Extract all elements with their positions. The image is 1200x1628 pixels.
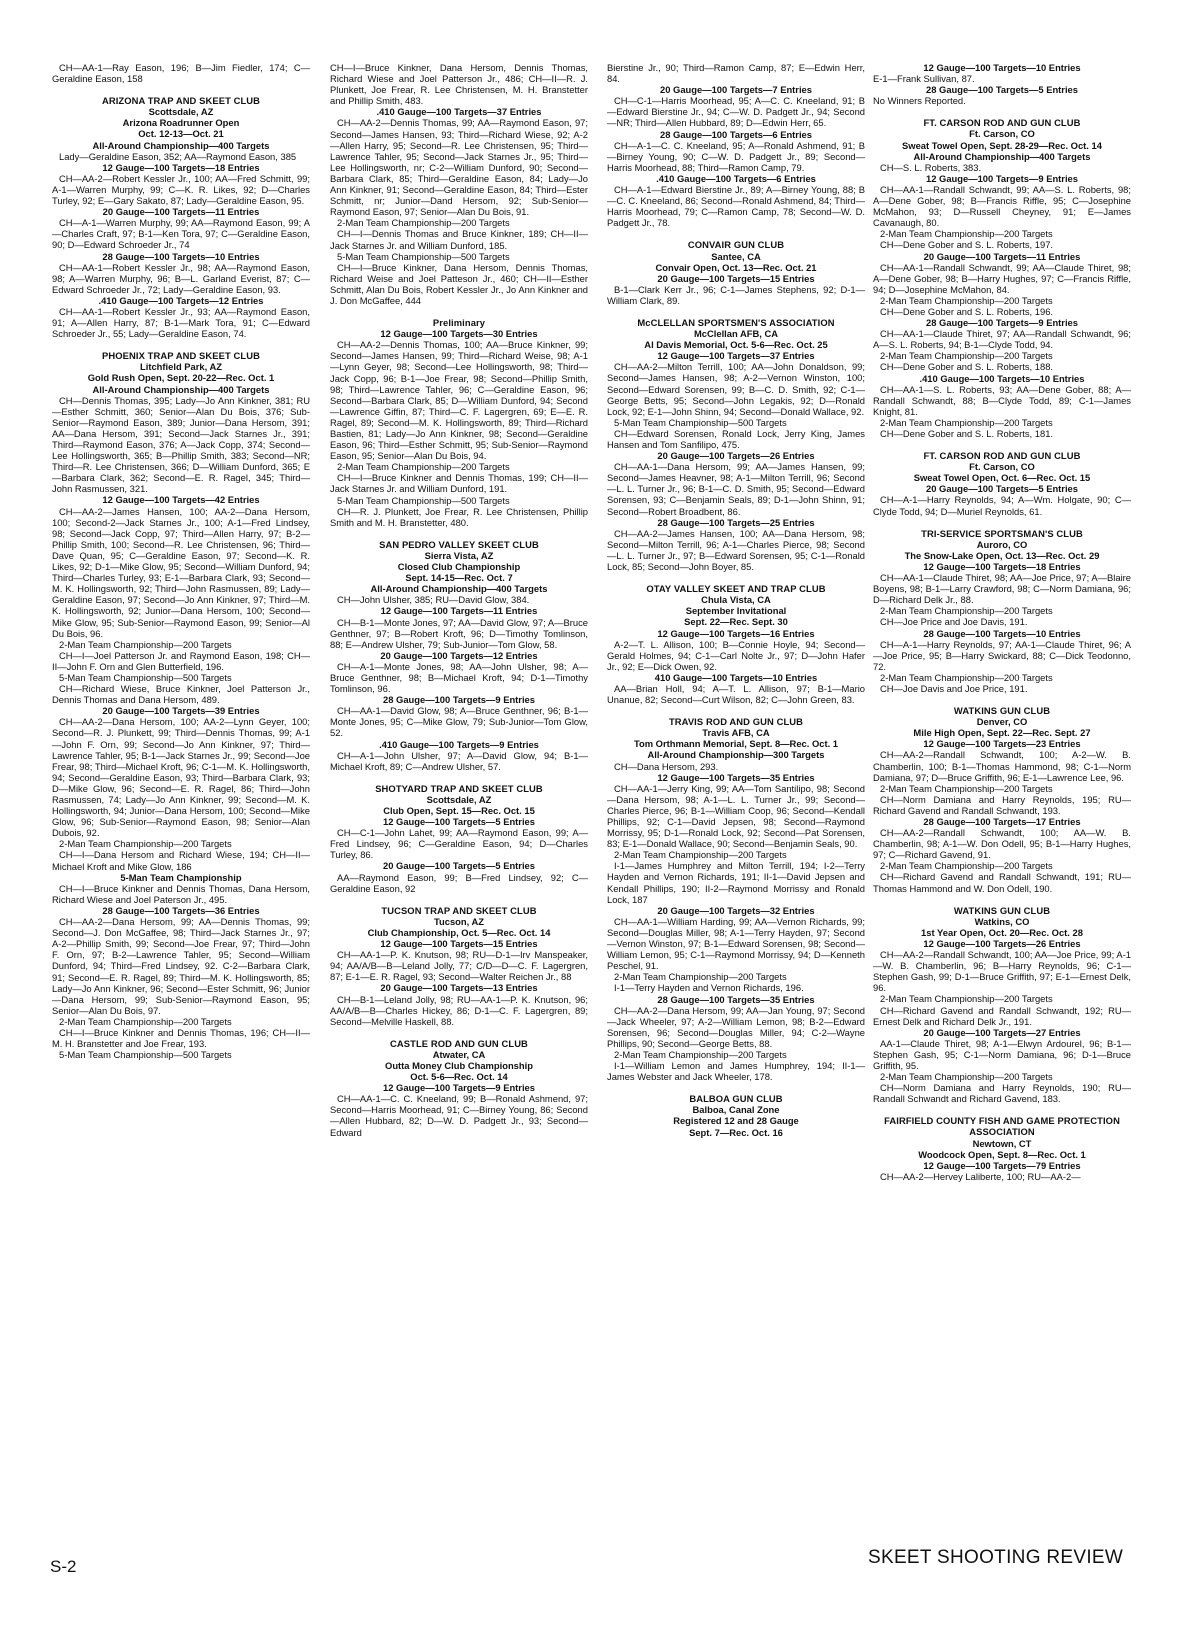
event-subheading: All-Around Championship—400 Targets xyxy=(370,583,548,595)
result-paragraph: CH—C-1—John Lahet, 99; AA—Raymond Eason, 99; A—Fred Lindsey, 96; C—Geraldine Eason, 94; D—Charles Turley, 86. xyxy=(330,827,588,861)
result-paragraph: CH—Dana Hersom, 293. xyxy=(614,760,719,772)
club-heading: CASTLE ROD AND GUN CLUB xyxy=(390,1037,528,1049)
club-heading: OTAY VALLEY SKEET AND TRAP CLUB xyxy=(646,583,826,595)
result-paragraph: CH—I—Bruce Kinkner and Dennis Thomas, Dana Hersom, Richard Wiese and Joel Paterson Jr., 495. xyxy=(52,882,310,905)
event-subheading: 12 Gauge—100 Targets—18 Entries xyxy=(102,161,260,173)
result-paragraph: CH—AA-1—William Harding, 99; AA—Vernon Richards, 99; Second—Douglas Miller, 98; A-1—Terry Hayden, 97; Second—Vernon Winston, 97; B-1—Edward Sorensen, 98; Second—William Lemon, 95; C-1—Raymond Morrissy, 94; D—Kenneth Peschel, 91. xyxy=(607,915,865,972)
result-paragraph: CH—I—Dennis Thomas and Bruce Kinkner, 189; CH—II—Jack Starnes Jr. and William Dunford, 185. xyxy=(330,228,588,251)
result-paragraph: CH—Dene Gober and S. L. Roberts, 181. xyxy=(880,428,1054,439)
event-subheading: Watkins, CO xyxy=(974,915,1030,927)
club-heading: WATKINS GUN CLUB xyxy=(953,705,1051,717)
result-paragraph: CH—A-1—C. C. Kneeland, 95; A—Ronald Ashmend, 91; B—Birney Young, 90; C—W. D. Padgett Jr., 89; Second—Harris Moorhead, 88; Third—Ramon Camp, 79. xyxy=(607,139,865,173)
result-paragraph: CH—AA-1—P. K. Knutson, 98; RU—D-1—Irv Manspeaker, 94; AA/A/B—B—Leland Jolly, 77; C/D—D—C. F. Lagergren, 87; E-1—E. R. Ragel, 93; Second—Walter Reichen Jr., 88 xyxy=(330,949,588,983)
event-subheading: 20 Gauge—100 Targets—26 Entries xyxy=(657,450,815,462)
event-subheading: Gold Rush Open, Sept. 20-22—Rec. Oct. 1 xyxy=(87,372,275,384)
event-subheading: .410 Gauge—100 Targets—9 Entries xyxy=(379,738,539,750)
result-paragraph: CH—AA-1—Claude Thiret, 97; AA—Randall Schwandt, 96; A—S. L. Roberts, 94; B-1—Clyde Todd, 94. xyxy=(873,328,1131,351)
event-subheading: 28 Gauge—100 Targets—9 Entries xyxy=(383,694,535,706)
event-subheading: 12 Gauge—100 Targets—5 Entries xyxy=(383,816,535,828)
event-subheading: 12 Gauge—100 Targets—16 Entries xyxy=(657,627,815,639)
result-paragraph: CH—AA-1—S. L. Roberts, 93; AA—Dene Gober, 88; A—Randall Schwandt, 88; B—Clyde Todd, 89; C-1—James Knight, 81. xyxy=(873,383,1131,417)
event-subheading: .410 Gauge—100 Targets—6 Entries xyxy=(656,172,816,184)
result-paragraph: CH—I—Bruce Kinkner, Dana Hersom, Dennis Thomas, Richard Weise and Joel Patteson Jr., 460; CH—II—Esther Schmitt, Alan Du Bois, Robert Kessler Jr., Jo Ann Kinkner and J. Don McGaffee, 444 xyxy=(330,261,588,306)
result-paragraph: Lady—Geraldine Eason, 352; AA—Raymond Eason, 385 xyxy=(59,150,297,162)
event-subheading: .410 Gauge—100 Targets—10 Entries xyxy=(919,372,1085,384)
result-paragraph: CH—AA-1—Claude Thiret, 98; AA—Joe Price, 97; A—Blaire Boyens, 98; B-1—Larry Crawford, 98; C—Norm Damiana, 96; D—Richard Delk Jr., 88. xyxy=(873,572,1131,606)
results-column-2 xyxy=(330,62,588,1138)
event-subheading: 20 Gauge—100 Targets—5 Entries xyxy=(383,860,535,872)
event-subheading: 12 Gauge—100 Targets—37 Entries xyxy=(657,350,815,362)
club-heading: SAN PEDRO VALLEY SKEET CLUB xyxy=(379,538,539,550)
event-subheading: Scottsdale, AZ xyxy=(426,793,492,805)
event-subheading: 20 Gauge—100 Targets—39 Entries xyxy=(102,705,260,717)
event-subheading: 12 Gauge—100 Targets—9 Entries xyxy=(926,172,1078,184)
result-paragraph: A-2—T. L. Allison, 100; B—Connie Hoyle, 94; Second—Gerald Holmes, 94; C-1—Carl Nolte Jr., 97; D—John Hafer Jr., 92; E—Dick Owen, 92. xyxy=(607,638,865,672)
magazine-title: SKEET SHOOTING REVIEW xyxy=(868,1547,1124,1568)
results-column-3 xyxy=(607,62,865,1138)
result-paragraph: CH—AA-1—David Glow, 98; A—Bruce Genthner, 96; B-1—Monte Jones, 95; C—Mike Glow, 79; Sub-Junior—Tom Glow, 52. xyxy=(330,705,588,739)
event-subheading: 20 Gauge—100 Targets—5 Entries xyxy=(926,483,1078,495)
event-subheading: Sierra Vista, AZ xyxy=(424,549,494,561)
event-subheading: 28 Gauge—100 Targets—25 Entries xyxy=(657,516,815,528)
event-subheading: Woodcock Open, Sept. 8—Rec. Oct. 1 xyxy=(918,1148,1086,1160)
event-subheading: Newtown, CT xyxy=(972,1137,1032,1149)
event-subheading: Al Davis Memorial, Oct. 5-6—Rec. Oct. 25 xyxy=(644,339,828,351)
event-subheading: Tucson, AZ xyxy=(434,915,484,927)
event-subheading: All-Around Championship—400 Targets xyxy=(92,383,270,395)
result-paragraph: CH—AA-2—James Hansen, 100; AA—Dana Hersom, 98; Second—Milton Terrill, 96; A-1—Charles Pierce, 98; Second—L. L. Turner Jr., 97; B—Edward Sorensen, 95; C-1—Ronald Lock, 85; Second—John Boyer, 85. xyxy=(607,527,865,573)
event-subheading: Mile High Open, Sept. 22—Rec. Sept. 27 xyxy=(913,727,1091,739)
event-subheading: 28 Gauge—100 Targets—10 Entries xyxy=(923,627,1081,639)
event-subheading: 28 Gauge—100 Targets—17 Entries xyxy=(923,816,1081,827)
event-subheading: Scottsdale, AZ xyxy=(148,106,214,118)
result-paragraph: 2-Man Team Championship—200 Targets xyxy=(59,838,232,850)
results-column-1 xyxy=(52,62,310,1060)
result-paragraph: 5-Man Team Championship—500 Targets xyxy=(59,1049,232,1061)
result-paragraph: CH—A-1—Harry Reynolds, 97; AA-1—Claude Thiret, 96; A—Joe Price, 95; B—Harry Swickard, 88; C—Dick Teodonno, 72. xyxy=(873,638,1131,672)
event-subheading: 20 Gauge—100 Targets—32 Entries xyxy=(657,904,815,916)
result-paragraph: CH—I—Bruce Kinkner, Dana Hersom, Dennis Thomas, Richard Wiese and Joel Patterson Jr., 486; CH—II—R. J. Plunkett, Joe Frear, R. Lee Christensen, M. H. Branstetter and Phillip Smith, 483. xyxy=(330,62,588,107)
event-subheading: 28 Gauge—100 Targets—10 Entries xyxy=(102,250,260,262)
result-paragraph: CH—C-1—Harris Moorhead, 95; A—C. C. Kneeland, 91; B—Edward Bierstine Jr., 94; C—W. D. Padgett Jr., 94; Second—NR; Third—Allen Hubbard, 89; D—Edwin Herr, 65. xyxy=(607,95,865,129)
result-paragraph: 5-Man Team Championship—500 Targets xyxy=(337,494,510,506)
event-subheading: 12 Gauge—100 Targets—15 Entries xyxy=(380,938,538,950)
result-paragraph: CH—Norm Damiana and Harry Reynolds, 195; RU—Richard Gavend and Randall Schwandt, 193. xyxy=(873,793,1131,816)
event-subheading: 410 Gauge—100 Targets—10 Entries xyxy=(654,671,818,683)
event-subheading: Ft. Carson, CO xyxy=(969,461,1035,473)
result-paragraph: CH—A-1—Edward Bierstine Jr., 89; A—Birney Young, 88; B—C. C. Kneeland, 86; Second—Ronald Ashmend, 84; Third—Harris Moorhead, 79; C—Ramon Camp, 78; Second—W. D. Padgett Jr., 78. xyxy=(607,184,865,229)
result-paragraph: CH—AA-1—C. C. Kneeland, 99; B—Ronald Ashmend, 97; Second—Harris Moorhead, 91; C—Birney Young, 86; Second—Allen Hubbard, 82; D—W. D. Padgett Jr., 93; Second—Edward xyxy=(330,1093,588,1138)
event-subheading: 20 Gauge—100 Targets—7 Entries xyxy=(660,84,812,96)
result-paragraph: CH—Richard Gavend and Randall Schwandt, 191; RU—Thomas Hammond and W. Don Odell, 190. xyxy=(873,871,1131,894)
result-paragraph: CH—John Ulsher, 385; RU—David Glow, 384. xyxy=(337,594,530,606)
club-heading: TRAVIS ROD AND GUN CLUB xyxy=(668,716,804,728)
page-number: S-2 xyxy=(50,1557,77,1576)
result-paragraph: CH—AA-2—Randall Schwandt, 100; A-2—W. B. Chamberlin, 100; B-1—Thomas Hammond, 98; C-1—Norm Damiana, 97; D—Bruce Griffith, 96; E-1—Lawrence Lee, 96. xyxy=(873,749,1131,783)
result-paragraph: CH—Dene Gober and S. L. Roberts, 188. xyxy=(880,361,1054,373)
result-paragraph: E-1—Frank Sullivan, 87. xyxy=(873,73,975,85)
event-subheading: Travis AFB, CA xyxy=(702,727,770,739)
club-heading: ARIZONA TRAP AND SKEET CLUB xyxy=(101,95,261,107)
result-paragraph: CH—A-1—Harry Reynolds, 94; A—Wm. Holgate, 90; C—Clyde Todd, 94; D—Muriel Reynolds, 61. xyxy=(873,494,1131,517)
result-paragraph: CH—AA-1—Jerry King, 99; AA—Tom Santilipo, 98; Second—Dana Hersom, 98; A-1—L. L. Turner Jr., 99; Second—Charles Pierce, 96; B-1—William Coop, 96; Second—Kendall Phillips, 92; C-1—David Jepsen, 98; Second—Raymond Morrissy, 95; D-1—Ronald Lock, 92; Second—Pat Sorensen, 83; E-1—Donald Wallace, 90; Second—Benjamin Seals, 90. xyxy=(607,782,865,850)
event-subheading: Denver, CO xyxy=(976,716,1028,728)
event-subheading: 12 Gauge—100 Targets—79 Entries xyxy=(923,1159,1081,1171)
result-paragraph: CH—Dene Gober and S. L. Roberts, 196. xyxy=(880,305,1054,317)
result-paragraph: CH—AA-1—Ray Eason, 196; B—Jim Fiedler, 174; C—Geraldine Eason, 158 xyxy=(52,62,310,85)
result-paragraph: CH—Edward Sorensen, Ronald Lock, Jerry King, James Hansen and Tom Sanfilipo, 475. xyxy=(607,427,865,450)
result-paragraph: CH—AA-2—Robert Kessler Jr., 100; AA—Fred Schmitt, 99; A-1—Warren Murphy, 99; C—K. R. Likes, 92; D—Charles Turley, 92; E—Gary Sakato, 87; Lady—Geraldine Eason, 95. xyxy=(52,172,310,207)
event-subheading: Outta Money Club Championship xyxy=(385,1059,533,1071)
result-paragraph: CH—AA-1—Robert Kessler Jr., 98; AA—Raymond Eason, 98; A—Warren Murphy, 96; B—L. Garland Everist, 87; C—Edward Schroeder Jr., 72; Lady—Geraldine Eason, 93. xyxy=(52,261,310,295)
club-heading: SHOTYARD TRAP AND SKEET CLUB xyxy=(375,782,543,794)
result-paragraph: 2-Man Team Championship—200 Targets xyxy=(614,1048,787,1060)
results-column-4 xyxy=(873,62,1131,1182)
event-subheading: 20 Gauge—100 Targets—13 Entries xyxy=(380,982,538,994)
event-subheading: Sept. 22—Rec. Sept. 30 xyxy=(684,616,788,628)
event-subheading: 28 Gauge—100 Targets—9 Entries xyxy=(926,317,1078,329)
result-paragraph: CH—AA-2—James Hansen, 100; AA-2—Dana Hersom, 100; Second-2—Jack Starnes Jr., 100; A-1—Fred Lindsey, 98; Second—Jack Copp, 97; Third—Allen Harry, 97; B-2—Phillip Smith, 100; Second—R. Lee Christensen, 96; Third—Dave Quan, 95; C—Geraldine Eason, 97; Second—K. R. Likes, 92; D-1—Mike Glow, 95; Second—William Dunford, 94; Third—Charles Turley, 93; E-1—Barbara Clark, 93; Second—M. K. Hollingsworth, 92; Third—John Rasmussen, 89; Lady—Geraldine Eason, 97; Second—Jo Ann Kinkner, 97; Third—M. K. Hollingsworth, 92; Junior—Dana Hersom, 100; Second—Mike Glow, 95; Sub-Senior—Raymond Eason, 99; Senior—Al Du Bois, 96. xyxy=(52,505,310,639)
club-heading: PHOENIX TRAP AND SKEET CLUB xyxy=(102,350,260,362)
result-paragraph: 2-Man Team Championship—200 Targets xyxy=(337,217,510,229)
result-paragraph: 2-Man Team Championship—200 Targets xyxy=(59,638,232,650)
event-subheading: Sweat Towel Open, Sept. 28-29—Rec. Oct. 14 xyxy=(902,139,1102,151)
club-heading: FAIRFIELD COUNTY FISH AND GAME PROTECTION ASSOCIATION xyxy=(884,1115,1120,1138)
event-subheading: 12 Gauge—100 Targets—11 Entries xyxy=(380,605,538,617)
event-subheading: 28 Gauge—100 Targets—6 Entries xyxy=(660,128,812,140)
event-subheading: 12 Gauge—100 Targets—18 Entries xyxy=(923,560,1081,572)
result-paragraph: CH—Richard Wiese, Bruce Kinkner, Joel Patterson Jr., Dennis Thomas and Dana Hersom, 489. xyxy=(52,683,310,706)
result-paragraph: CH—I—Joel Patterson Jr. and Raymond Eason, 198; CH—II—John F. Orn and Glen Butterfield, 196. xyxy=(52,649,310,672)
event-subheading: Sept. 14-15—Rec. Oct. 7 xyxy=(405,572,513,584)
event-subheading: Closed Club Championship xyxy=(397,561,521,573)
event-subheading: All-Around Championship—300 Targets xyxy=(647,749,825,761)
event-subheading: Registered 12 and 28 Gauge xyxy=(673,1115,799,1127)
result-paragraph: CH—A-1—Monte Jones, 98; AA—John Ulsher, 98; A—Bruce Genthner, 98; B—Michael Kroft, 94; D-1—Timothy Tomlinson, 96. xyxy=(330,660,588,695)
club-heading: Preliminary xyxy=(432,317,486,329)
event-subheading: Oct. 12-13—Oct. 21 xyxy=(138,128,224,140)
club-heading: CONVAIR GUN CLUB xyxy=(687,239,785,251)
event-subheading: .410 Gauge—100 Targets—37 Entries xyxy=(376,106,542,118)
result-paragraph: I-1—William Lemon and James Humphrey, 194; II-1—James Webster and Jack Wheeler, 178. xyxy=(607,1060,865,1083)
result-paragraph: CH—AA-2—Dennis Thomas, 99; AA—Raymond Eason, 97; Second—James Hansen, 93; Third—Richard Wiese, 92; A-2—Allen Harry, 95; Second—R. Lee Christensen, 95; Third—Lawrence Tahler, 95; Second—Jack Starnes Jr., 95; Third—Lee Hollingsworth, nr; C-2—William Dunford, 90; Second—Barbara Clark, 85; Third—Geraldine Eason, 84; Lady—Jo Ann Kinkner, 91; Second—Geraldine Eason, 84; Third—Ester Schmitt, nr; Junior—Dand Hersom, 92; Sub-Senior—Raymond Eason, 97; Senior—Alan Du Bois, 91. xyxy=(330,117,588,218)
event-subheading: 28 Gauge—100 Targets—5 Entries xyxy=(926,84,1078,96)
event-subheading: September Invitational xyxy=(685,605,787,617)
event-subheading: 1st Year Open, Oct. 20—Rec. Oct. 28 xyxy=(921,926,1083,938)
result-paragraph: CH—I—Dana Hersom and Richard Wiese, 194; CH—II—Michael Kroft and Mike Glow, 186 xyxy=(52,849,310,872)
event-subheading: Atwater, CA xyxy=(432,1048,486,1060)
event-subheading: 28 Gauge—100 Targets—35 Entries xyxy=(657,993,815,1005)
result-paragraph: CH—A-1—Warren Murphy, 99; AA—Raymond Eason, 99; A—Charles Craft, 97; B-1—Ken Tora, 97; C—Geraldine Eason, 90; D—Edward Schroeder Jr., 74 xyxy=(52,217,310,251)
result-paragraph: CH—AA-2—Dana Hersom, 99; AA—Dennis Thomas, 99; Second—J. Don McGaffee, 98; Third—Jack Starnes Jr., 97; A-2—Phillip Smith, 99; Second—Joe Frear, 97; Third—John F. Orn, 97; B-2—Lawrence Tahler, 95; Second—William Dunford, 94; Third—Fred Lindsey, 92. C-2—Barbara Clark, 91; Second—E. R. Ragel, 89; Third—M. K. Hollingsworth, 85; Lady—Jo Ann Kinkner, 96; Second—Ester Schmitt, 96; Junior—Dana Hersom, 99; Sub-Senior—Raymond Eason, 95; Senior—Alan Du Bois, 97. xyxy=(52,916,310,1016)
result-paragraph: CH—A-1—John Ulsher, 97; A—David Glow, 94; B-1—Michael Kroft, 89; C—Andrew Ulsher, 57. xyxy=(330,749,588,772)
result-paragraph: B-1—Clark Kerr Jr., 96; C-1—James Stephens, 92; D-1—William Clark, 89. xyxy=(607,283,865,306)
result-paragraph: CH—B-1—Leland Jolly, 98; RU—AA-1—P. K. Knutson, 96; AA/A/B—B—Charles Hickey, 86; D-1—C. F. Lagergren, 89; Second—Melville Haskell, 88. xyxy=(330,993,588,1027)
club-heading: FT. CARSON ROD AND GUN CLUB xyxy=(923,450,1081,462)
result-paragraph: 2-Man Team Championship—200 Targets xyxy=(337,461,510,473)
event-subheading: Balboa, Canal Zone xyxy=(692,1104,780,1116)
result-paragraph: 5-Man Team Championship—500 Targets xyxy=(614,416,787,428)
event-subheading: 12 Gauge—100 Targets—23 Entries xyxy=(923,738,1081,750)
result-paragraph: CH—R. J. Plunkett, Joe Frear, R. Lee Christensen, Phillip Smith and M. H. Branstetter, 480. xyxy=(330,505,588,528)
event-subheading: All-Around Championship—400 Targets xyxy=(913,150,1091,162)
result-paragraph: CH—S. L. Roberts, 383. xyxy=(880,161,982,173)
event-subheading: The Snow-Lake Open, Oct. 13—Rec. Oct. 29 xyxy=(904,549,1100,561)
result-paragraph: CH—Dene Gober and S. L. Roberts, 197. xyxy=(880,239,1054,251)
result-paragraph: 5-Man Team Championship—500 Targets xyxy=(337,250,510,262)
result-paragraph: 2-Man Team Championship—200 Targets xyxy=(880,605,1053,617)
event-subheading: Oct. 5-6—Rec. Oct. 14 xyxy=(410,1071,508,1083)
result-paragraph: AA-1—Claude Thiret, 98; A-1—Elwyn Ardourel, 96; B-1—Stephen Gash, 95; C-1—Norm Damiana, 96; D-1—Bruce Griffith, 95. xyxy=(873,1037,1131,1071)
result-paragraph: 2-Man Team Championship—200 Targets xyxy=(880,671,1053,683)
event-subheading: Auroro, CO xyxy=(976,538,1028,550)
result-paragraph: CH—AA-2—Hervey Laliberte, 100; RU—AA-2— xyxy=(880,1170,1081,1182)
event-subheading: 12 Gauge—100 Targets—10 Entries xyxy=(923,62,1081,73)
event-subheading: Santee, CA xyxy=(711,250,761,262)
club-heading: BALBOA GUN CLUB xyxy=(689,1093,783,1105)
event-subheading: Convair Open, Oct. 13—Rec. Oct. 21 xyxy=(655,261,817,273)
result-paragraph: CH—I—Bruce Kinkner and Dennis Thomas, 196; CH—II—M. H. Branstetter and Joe Frear, 193. xyxy=(52,1026,310,1050)
event-subheading: McClellan AFB, CA xyxy=(693,328,779,340)
event-subheading: 12 Gauge—100 Targets—26 Entries xyxy=(923,937,1081,949)
result-paragraph: CH—AA-2—Milton Terrill, 100; AA—John Donaldson, 99; Second—James Hansen, 98; A-2—Vernon Winston, 100; Second—Edward Sorensen, 99; B—C. D. Smith, 92; C-1—George Betts, 95; Second—John Legakis, 92; D—Ronald Lock, 92; E-1—John Shinn, 94; Second—Donald Wallace, 92. xyxy=(607,361,865,417)
result-paragraph: 5-Man Team Championship—500 Targets xyxy=(59,671,232,683)
result-paragraph: 2-Man Team Championship—200 Targets xyxy=(880,1071,1053,1083)
club-heading: WATKINS GUN CLUB xyxy=(953,904,1051,916)
result-paragraph: CH—Joe Price and Joe Davis, 191. xyxy=(880,616,1028,628)
result-paragraph: 2-Man Team Championship—200 Targets xyxy=(59,1015,232,1027)
event-subheading: 5-Man Team Championship xyxy=(120,871,242,883)
result-paragraph: CH—B-1—Monte Jones, 97; AA—David Glow, 97; A—Bruce Genthner, 97; B—Robert Kroft, 96; D—Timothy Tomlinson, 88; E—Andrew Ulsher, 79; Sub-Junior—Tom Glow, 58. xyxy=(330,616,588,650)
result-paragraph: CH—Joe Davis and Joe Price, 191. xyxy=(880,682,1028,694)
event-subheading: Arizona Roadrunner Open xyxy=(122,117,240,129)
event-subheading: Litchfield Park, AZ xyxy=(140,361,222,373)
result-paragraph: I-1—Terry Hayden and Vernon Richards, 196. xyxy=(614,982,804,994)
result-paragraph: CH—Norm Damiana and Harry Reynolds, 190; RU—Randall Schwandt and Richard Gavend, 183. xyxy=(873,1082,1131,1105)
result-paragraph: 2-Man Team Championship—200 Targets xyxy=(614,849,787,861)
result-paragraph: CH—AA-2—Dana Hersom, 100; AA-2—Lynn Geyer, 100; Second—R. J. Plunkett, 99; Third—Dennis Thomas, 99; A-1—John F. Orn, 99; Second—Jo Ann Kinkner, 97; Third—Lawrence Tahler, 95; B-1—Jack Starnes Jr., 99; Second—Joe Frear, 98; Third—Michael Kroft, 96; C-1—M. K. Hollingsworth, 94; Second—Geraldine Eason, 93; Third—Barbara Clark, 93; D—Mike Glow, 96; Second—E. R. Ragel, 86; Third—John Rasmussen, 74; Lady—Jo Ann Kinkner, 99; Second—M. K. Hollingsworth, 94; Junior—Dana Hersom, 100; Second—Mike Glow, 96; Sub-Senior—Raymond Eason, 98; Senior—Alan Dubois, 92. xyxy=(52,716,310,839)
event-subheading: 20 Gauge—100 Targets—11 Entries xyxy=(102,206,260,218)
event-subheading: 12 Gauge—100 Targets—9 Entries xyxy=(383,1082,535,1094)
result-paragraph: CH—AA-2—Randall Schwandt, 100; AA—Joe Price, 99; A-1—W. B. Chamberlin, 96; B—Harry Reynolds, 96; C-1—Stephen Gash, 99; D-1—Bruce Griffith, 97; E-1—Ernest Delk, 96. xyxy=(873,949,1131,994)
result-paragraph: CH—AA-1—Robert Kessler Jr., 93; AA—Raymond Eason, 91; A—Allen Harry, 87; B-1—Mark Tora, 91; C—Edward Schroeder Jr., 55; Lady—Geraldine Eason, 74. xyxy=(52,305,310,340)
result-paragraph: CH—AA-2—Dana Hersom, 99; AA—Jan Young, 97; Second—Jack Wheeler, 97; A-2—William Lemon, 98; B-2—Edward Sorensen, 96; Second—Douglas Miller, 94; C-2—Wayne Phillips, 90; Second—George Betts, 88. xyxy=(607,1004,865,1049)
result-paragraph: No Winners Reported. xyxy=(873,95,966,107)
result-paragraph: 2-Man Team Championship—200 Targets xyxy=(880,228,1053,240)
result-paragraph: CH—Richard Gavend and Randall Schwandt, 192; RU—Ernest Delk and Richard Delk Jr., 191. xyxy=(873,1004,1131,1027)
club-heading: FT. CARSON ROD AND GUN CLUB xyxy=(923,117,1081,129)
event-subheading: Sept. 7—Rec. Oct. 16 xyxy=(689,1126,783,1138)
event-subheading: Sweat Towel Open, Oct. 6—Rec. Oct. 15 xyxy=(913,472,1091,484)
result-paragraph: 2-Man Team Championship—200 Targets xyxy=(880,860,1053,872)
club-heading: McCLELLAN SPORTSMEN'S ASSOCIATION xyxy=(637,316,835,328)
result-paragraph: CH—AA-2—Randall Schwandt, 100; AA—W. B. Chamberlin, 98; A-1—W. Don Odell, 95; B-1—Harry Hughes, 97; C—Richard Gavend, 91. xyxy=(873,827,1131,861)
club-heading: TUCSON TRAP AND SKEET CLUB xyxy=(381,904,537,916)
event-subheading: 12 Gauge—100 Targets—30 Entries xyxy=(380,328,538,340)
result-paragraph: Bierstine Jr., 90; Third—Ramon Camp, 87; E—Edwin Herr, 84. xyxy=(607,62,865,85)
club-heading: TRI-SERVICE SPORTSMAN'S CLUB xyxy=(921,527,1083,539)
result-paragraph: CH—Dennis Thomas, 395; Lady—Jo Ann Kinkner, 381; RU—Esther Schmitt, 360; Senior—Alan Du Bois, 376; Sub-Senior—Raymond Eason, 389; Junior—Dana Hersom, 391; AA—Dana Hersom, 391; Second—Jack Starnes Jr., 391; Third—Raymond Eason, 376; A—Jack Copp, 374; Second—Lee Hollingsworth, 365; B—Phillip Smith, 383; Second—NR; Third—R. Lee Christensen, 366; D—William Dunford, 365; E—Barbara Clark, 362; Second—E. R. Ragel, 345; Third—John Rasmussen, 321. xyxy=(52,394,310,495)
result-paragraph: AA—Brian Holl, 94; A—T. L. Allison, 97; B-1—Mario Unanue, 82; Second—Curt Wilson, 82; C—John Green, 83. xyxy=(607,682,865,706)
event-subheading: Chula Vista, CA xyxy=(701,594,771,606)
event-subheading: Club Championship, Oct. 5—Rec. Oct. 14 xyxy=(367,926,551,938)
event-subheading: Ft. Carson, CO xyxy=(969,128,1035,140)
result-paragraph: I-1—James Humphrey and Milton Terrill, 194; I-2—Terry Hayden and Vernon Richards, 191; II-1—David Jepsen and Kendall Phillips, 190; II-2—Raymond Morrissy and Ronald Lock, 187 xyxy=(607,860,865,905)
event-subheading: 20 Gauge—100 Targets—11 Entries xyxy=(923,250,1081,262)
result-paragraph: 2-Man Team Championship—200 Targets xyxy=(880,416,1053,428)
result-paragraph: CH—I—Bruce Kinkner and Dennis Thomas, 199; CH—II—Jack Starnes Jr. and William Dunford, 191. xyxy=(330,472,588,495)
event-subheading: Club Open, Sept. 15—Rec. Oct. 15 xyxy=(383,805,535,816)
event-subheading: 28 Gauge—100 Targets—36 Entries xyxy=(102,904,260,916)
event-subheading: Tom Orthmann Memorial, Sept. 8—Rec. Oct. 1 xyxy=(633,738,839,750)
event-subheading: 12 Gauge—100 Targets—35 Entries xyxy=(657,771,815,783)
result-paragraph: 2-Man Team Championship—200 Targets xyxy=(880,294,1053,306)
event-subheading: .410 Gauge—100 Targets—12 Entries xyxy=(98,294,264,306)
result-paragraph: CH—AA-1—Randall Schwandt, 99; AA—Claude Thiret, 98; A—Dene Gober, 98; B—Harry Hughes, 97; C—Francis Riffle, 94; D—Josephine McMahon, 84. xyxy=(873,261,1131,295)
result-paragraph: CH—AA-1—Dana Hersom, 99; AA—James Hansen, 99; Second—James Heavner, 98; A-1—Milton Terrill, 96; Second—L. L. Turner Jr., 96; B-1—C. D. Smith, 95; Second—Edward Sorensen, 93; C—Benjamin Seals, 89; D-1—John Shinn, 91; Second—Robert Broadbent, 86. xyxy=(607,461,865,517)
result-paragraph: AA—Raymond Eason, 99; B—Fred Lindsey, 92; C—Geraldine Eason, 92 xyxy=(330,871,588,894)
result-paragraph: 2-Man Team Championship—200 Targets xyxy=(880,782,1053,794)
event-subheading: 20 Gauge—100 Targets—15 Entries xyxy=(657,272,815,284)
event-subheading: 20 Gauge—100 Targets—27 Entries xyxy=(923,1026,1081,1038)
result-paragraph: CH—AA-1—Randall Schwandt, 99; AA—S. L. Roberts, 98; A—Dene Gober, 98; B—Francis Riffle, 95; C—Josephine McMahon, 93; D—Russell Cheyney, 91; E—James Cavanaugh, 80. xyxy=(873,183,1131,229)
result-paragraph: 2-Man Team Championship—200 Targets xyxy=(880,993,1053,1005)
result-paragraph: CH—AA-2—Dennis Thomas, 100; AA—Bruce Kinkner, 99; Second—James Hansen, 99; Third—Richard Weise, 98; A-1—Lynn Geyer, 98; Second—Lee Hollingsworth, 98; Third—Jack Copp, 96; B-1—Joe Frear, 98; Second—Phillip Smith, 98; Third—Lawrence Tahler, 96; C—Geraldine Eason, 96; Second—Barbara Clark, 85; D—William Dunford, 94; Second—Lawrence Giffin, 87; Third—C. F. Lagergren, 69; E—E. R. Ragel, 89; Second—M. K. Hollingsworth, 89; Third—Richard Bastien, 81; Lady—Jo Ann Kinkner, 98; Second—Geraldine Eason, 96; Third—Esther Schmitt, 95; Sub-Senior—Raymond Eason, 95; Senior—Alan Du Bois, 94. xyxy=(330,339,588,462)
result-paragraph: 2-Man Team Championship—200 Targets xyxy=(614,971,787,983)
result-paragraph: 2-Man Team Championship—200 Targets xyxy=(880,350,1053,362)
event-subheading: All-Around Championship—400 Targets xyxy=(92,139,270,151)
event-subheading: 12 Gauge—100 Targets—42 Entries xyxy=(102,494,260,506)
event-subheading: 20 Gauge—100 Targets—12 Entries xyxy=(380,649,538,661)
